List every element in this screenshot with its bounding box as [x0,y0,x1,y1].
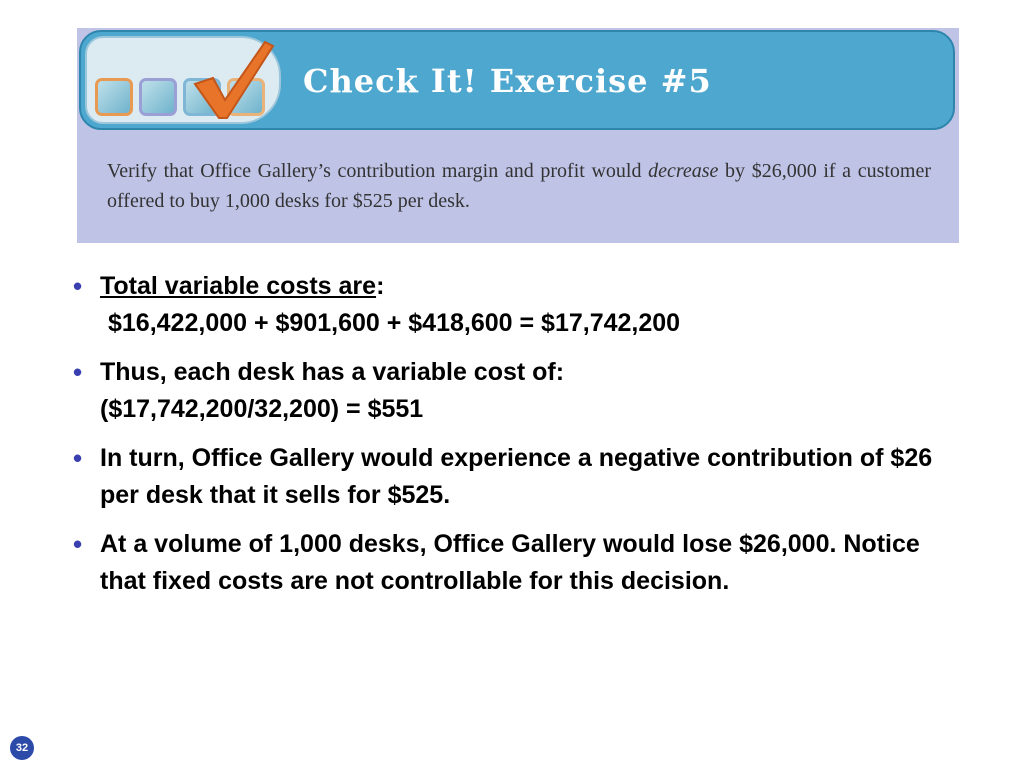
bullet-text: At a volume of 1,000 desks, Office Gallery would lose $26,000. Notice that fixed costs are not controllable for this decision. [100,530,920,595]
bullet-formula: ($17,742,200/32,200) = $551 [100,395,424,423]
bullet-item [70,354,950,428]
bullet-item [70,526,950,600]
bullet-icon: • [73,529,83,559]
checkmark-icon [187,38,277,124]
square-icon [95,78,133,116]
bullet-icon: • [73,357,83,387]
bullet-label: Total variable costs are [100,272,377,300]
bullet-icon: • [73,271,83,301]
checkmark-logo [85,36,281,124]
bullet-text: In turn, Office Gallery would experience a negative contribution of $26 per desk that it sells for $525. [100,444,933,509]
bullet-item [70,440,950,514]
bullet-label-suffix: : [376,272,385,300]
page-number-badge: 32 [10,736,34,760]
exercise-header [79,30,955,130]
bullet-text: Thus, each desk has a variable cost of: [100,358,565,386]
square-icon [139,78,177,116]
bullet-formula: $16,422,000 + $901,600 + $418,600 = $17,742,200 [108,309,681,337]
exercise-title: Check It! Exercise #5 [303,62,712,100]
exercise-text-emphasis: decrease [648,160,719,182]
exercise-box [77,28,959,243]
bullet-icon: • [73,443,83,473]
bullet-item [70,268,950,342]
exercise-text [107,156,931,216]
exercise-text-part: by $26,000 if a customer offered to buy 1,000 desks for $525 per desk. [107,160,932,212]
bullet-list [70,268,950,612]
exercise-text-part: Verify that Office Gallery’s contribution margin and profit would [107,160,649,182]
